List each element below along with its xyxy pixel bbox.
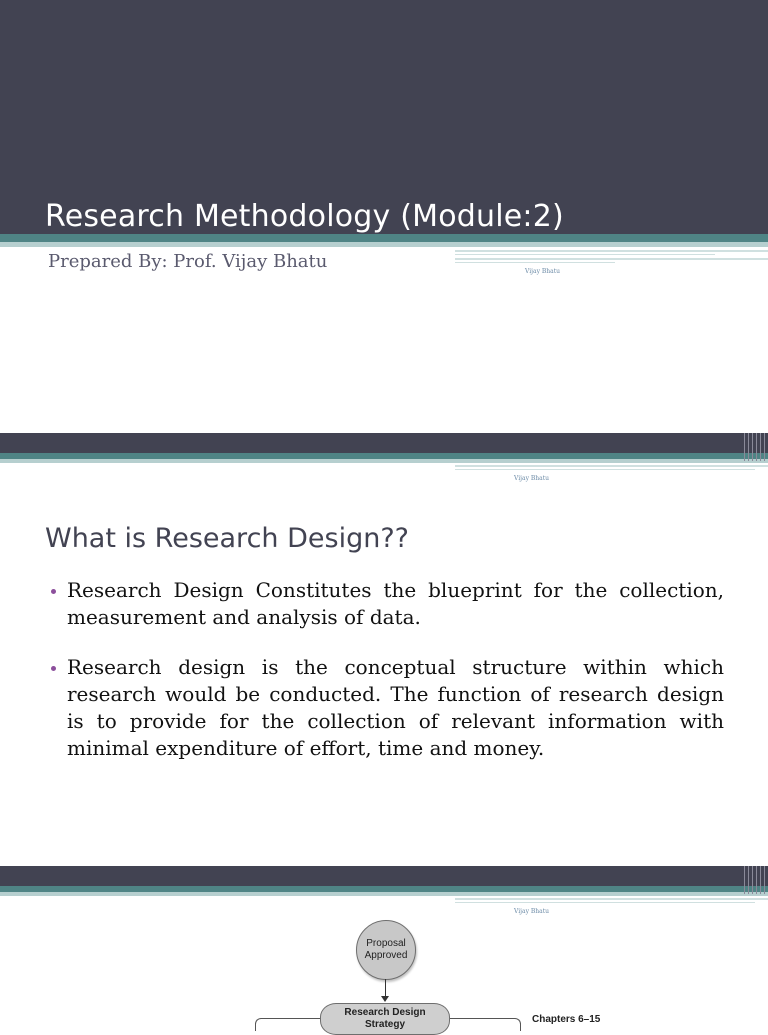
- diagram-slide: [0, 866, 768, 1030]
- slide-footer: Vijay Bhatu: [514, 475, 550, 482]
- accent-stripe: [760, 433, 761, 461]
- accent-line: [455, 250, 768, 252]
- bullet-item: Research design is the conceptual structure within which research would be conducted. The function of research design is to provide for the collection of relevant information with minimal expenditure of effort, time and money.: [48, 654, 724, 762]
- accent-stripe: [748, 866, 749, 894]
- accent-line: [455, 465, 768, 467]
- bullet-item: Research Design Constitutes the blueprint for the collection, measurement and analysis of data.: [48, 577, 724, 631]
- branch-corner: [255, 1018, 266, 1031]
- proposal-approved-node: [356, 920, 416, 980]
- chapters-label: Chapters 6–15: [532, 1014, 601, 1025]
- slide-title: What is Research Design??: [45, 523, 409, 554]
- accent-stripe: [744, 866, 745, 894]
- bullet-list: [48, 577, 724, 785]
- accent-line: [455, 898, 768, 900]
- node-label-line: Research Design: [344, 1007, 426, 1018]
- node-label-line: Proposal: [366, 938, 406, 949]
- node-label-line: Approved: [364, 950, 408, 961]
- teal-band: [0, 234, 768, 242]
- arrow-head-icon: [381, 996, 389, 1002]
- accent-line: [455, 258, 768, 260]
- accent-stripe: [744, 433, 745, 461]
- accent-stripe: [760, 866, 761, 894]
- header-band: [0, 433, 768, 453]
- accent-line: [455, 902, 755, 903]
- node-label-line: Strategy: [364, 1019, 405, 1030]
- title-slide: [0, 0, 768, 433]
- accent-stripe: [748, 433, 749, 461]
- light-teal-band: [0, 892, 768, 896]
- research-design-strategy-node: [320, 1003, 450, 1035]
- slide-footer: Vijay Bhatu: [525, 268, 561, 275]
- slide-subtitle: Prepared By: Prof. Vijay Bhatu: [48, 251, 328, 272]
- accent-stripe: [752, 866, 753, 894]
- light-teal-band: [0, 459, 768, 463]
- accent-stripe: [756, 866, 757, 894]
- content-slide: [0, 433, 768, 866]
- accent-line: [455, 262, 615, 263]
- accent-stripe: [764, 433, 765, 461]
- slide-footer: Vijay Bhatu: [514, 908, 550, 915]
- accent-stripe: [764, 866, 765, 894]
- branch-line: [450, 1018, 512, 1019]
- slide-title: Research Methodology (Module:2): [45, 199, 564, 234]
- branch-corner: [510, 1018, 521, 1031]
- accent-line: [455, 254, 715, 255]
- header-band: [0, 866, 768, 886]
- accent-stripe: [756, 433, 757, 461]
- light-teal-band: [0, 242, 768, 247]
- branch-line: [262, 1018, 320, 1019]
- accent-stripe: [752, 433, 753, 461]
- accent-line: [455, 469, 755, 470]
